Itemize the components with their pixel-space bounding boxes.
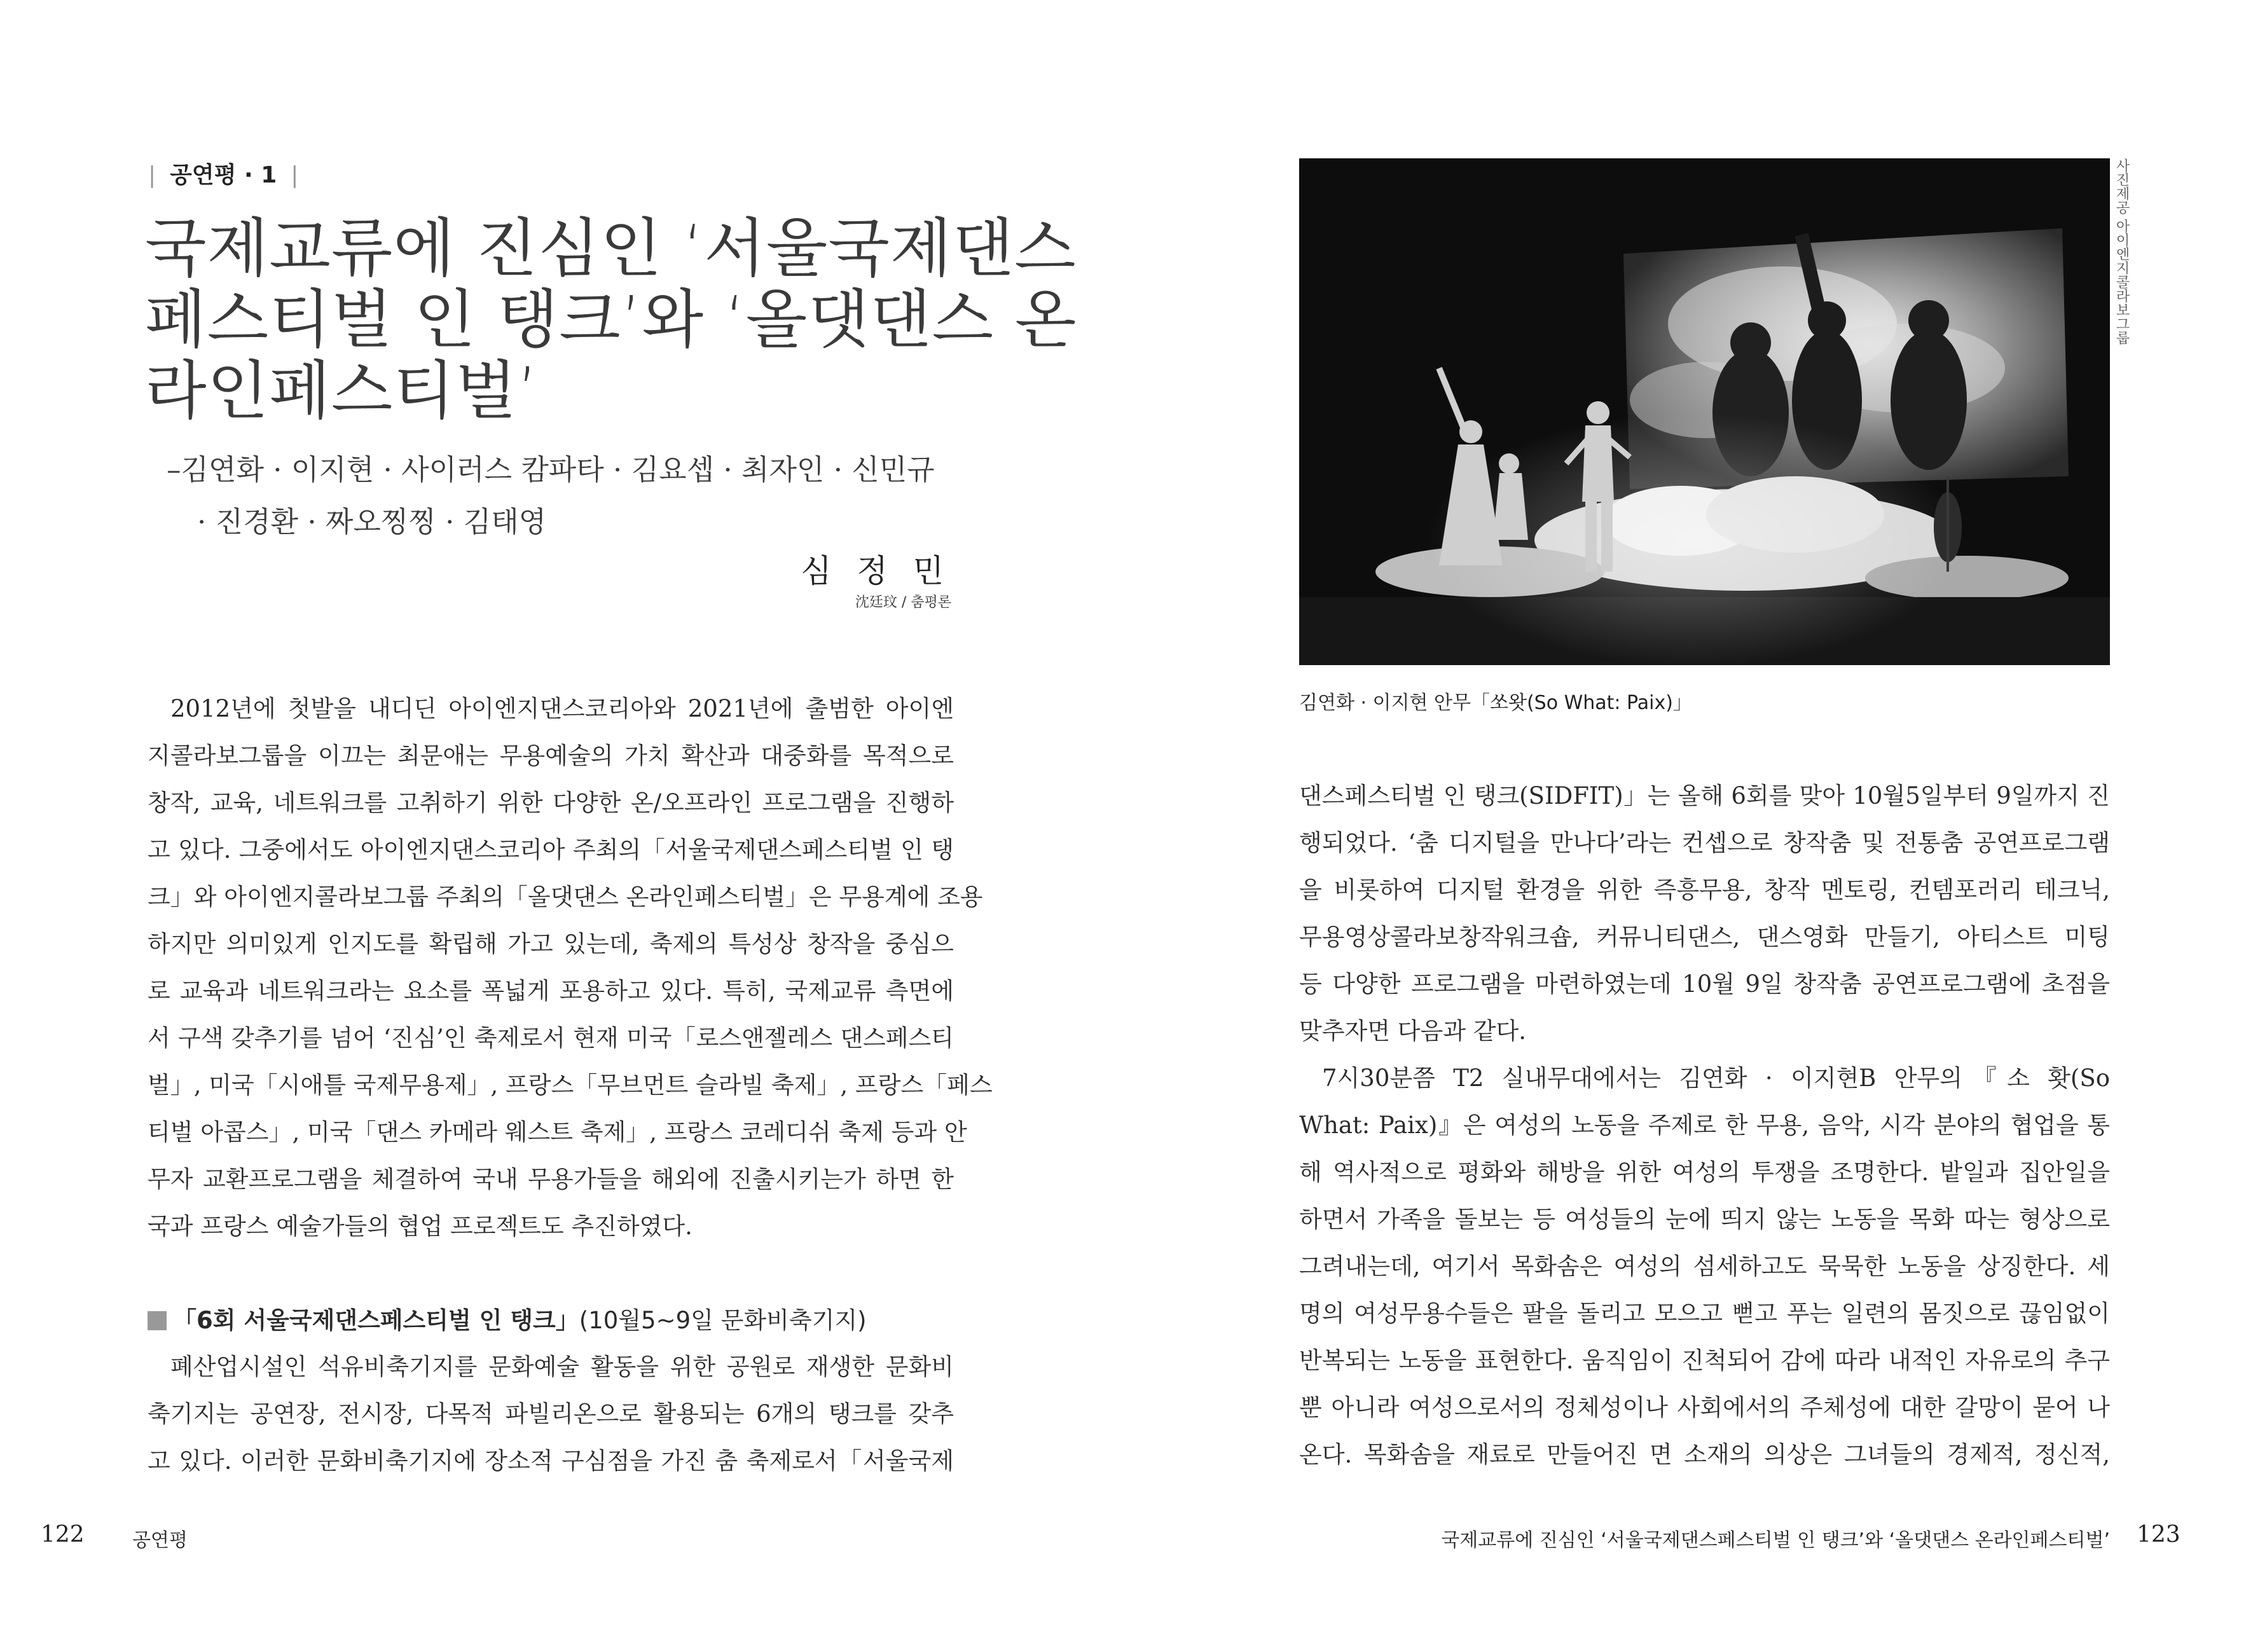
body-line: 뿐 아니라 여성으로서의 정체성이나 사회에서의 주체성에 대한 갈망이 묻어 나 [1299, 1394, 2110, 1421]
article-subtitle [167, 444, 935, 548]
divider-bar: | [148, 162, 156, 188]
section-heading [148, 1305, 867, 1336]
body-line: 로 교육과 네트워크라는 요소를 폭넓게 포용하고 있다. 특히, 국제교류 측면에 [148, 977, 954, 1005]
author-name: 심 정 민 [801, 553, 951, 589]
photo-credit: 사진제공 아이엔지콜라보그룹 [2114, 158, 2130, 345]
body-line: 서 구색 갖추기를 넘어 ‘진심’인 축제로서 현재 미국「로스앤젤레스 댄스페스티 [148, 1024, 954, 1052]
body-line: 댄스페스티벌 인 탱크(SIDFIT)」는 올해 6회를 맞아 10월5일부터 9일까지 진 [1299, 782, 2110, 809]
body-line: 무용영상콜라보창작워크숍, 커뮤니티댄스, 댄스영화 만들기, 아티스트 미팅 [1299, 923, 2110, 951]
left-body-text [148, 685, 993, 1250]
body-line: 을 비롯하여 디지털 환경을 위한 즉흥무용, 창작 멘토링, 컨템포러리 테크닉, [1299, 876, 2110, 904]
author-affiliation: 沈廷玟 / 춤평론 [855, 595, 951, 610]
body-line: 7시30분쯤 T2 실내무대에서는 김연화 · 이지현B 안무의『소 홧(So [1322, 1064, 2110, 1092]
section-heading-detail: (10월5~9일 문화비축기지) [579, 1307, 867, 1334]
body-line: What: Paix)』은 여성의 노동을 주제로 한 무용, 음악, 시각 분야의 협업을 통 [1299, 1112, 2110, 1139]
section-label [148, 157, 312, 189]
square-bullet-icon [148, 1311, 167, 1330]
body-line: 그려내는데, 여기서 목화솜은 여성의 섬세하고도 묵묵한 노동을 상징한다. 세 [1299, 1253, 2110, 1280]
subtitle-line: –김연화 · 이지현 · 사이러스 캄파타 · 김요셉 · 최자인 · 신민규 [167, 453, 935, 486]
section-heading-title: 「6회 서울국제댄스페스티벌 인 탱크」 [173, 1307, 579, 1334]
title-line: 페스티벌 인 탱크’와 ‘올댓댄스 온 [145, 282, 1077, 357]
body-line: 축기지는 공연장, 전시장, 다목적 파빌리온으로 활용되는 6개의 탱크를 갖추 [148, 1400, 954, 1428]
subtitle-line: · 진경환 · 짜오찡찡 · 김태영 [197, 505, 547, 539]
body-line: 반복되는 노동을 표현한다. 움직임이 진척되어 감에 따라 내적인 자유로의 추구 [1299, 1347, 2110, 1374]
body-line: 고 있다. 이러한 문화비축기지에 장소적 구심점을 가진 춤 축제로서「서울국제 [148, 1447, 954, 1475]
body-line: 맞추자면 다음과 같다. [1299, 1017, 1526, 1045]
body-line: 고 있다. 그중에서도 아이엔지댄스코리아 주최의「서울국제댄스페스티벌 인 탱 [148, 836, 954, 864]
body-line: 하지만 의미있게 인지도를 확립해 가고 있는데, 축제의 특성상 창작을 중심으 [148, 930, 954, 958]
photo-illustration [1299, 158, 2110, 665]
body-line: 하면서 가족을 돌보는 등 여성들의 눈에 띄지 않는 노동을 목화 따는 형상으로 [1299, 1206, 2110, 1233]
body-line: 국과 프랑스 예술가들의 협업 프로젝트도 추진하였다. [148, 1213, 692, 1240]
body-line: 크」와 아이엔지콜라보그룹 주최의「올댓댄스 온라인페스티벌」은 무용계에 조용 [148, 883, 983, 911]
body-line: 무자 교환프로그램을 체결하여 국내 무용가들을 해외에 진출시키는가 하면 한 [148, 1166, 954, 1193]
body-line: 지콜라보그룹을 이끄는 최문애는 무용예술의 가치 확산과 대중화를 목적으로 [148, 742, 954, 769]
performance-photo [1299, 158, 2110, 665]
title-line: 국제교류에 진심인 ‘서울국제댄스 [145, 211, 1077, 286]
body-line: 등 다양한 프로그램을 마련하였는데 10월 9일 창작춤 공연프로그램에 초점을 [1299, 970, 2110, 998]
body-line: 티벌 아콥스」, 미국「댄스 카메라 웨스트 축제」, 프랑스 코레디쉬 축제 등과 안 [148, 1119, 967, 1146]
title-line: 라인페스티벌’ [145, 354, 539, 428]
section-label-text: 공연평 · 1 [170, 162, 277, 188]
body-line: 온다. 목화솜을 재료로 만들어진 면 소재의 의상은 그녀들의 경제적, 정신적, [1299, 1441, 2110, 1468]
photo-caption: 김연화 · 이지현 안무「쏘왓(So What: Paix)」 [1299, 692, 1692, 714]
left-body-text-2 [148, 1344, 954, 1485]
body-line: 폐산업시설인 석유비축기지를 문화예술 활동을 위한 공원로 재생한 문화비 [170, 1353, 954, 1380]
footer-article-title: 국제교류에 진심인 ‘서울국제댄스페스티벌 인 탱크’와 ‘올댓댄스 온라인페스티벌’ [1441, 1529, 2110, 1552]
body-line: 벌」, 미국「시애틀 국제무용제」, 프랑스「무브먼트 슬라빌 축제」, 프랑스「페스 [148, 1071, 993, 1099]
body-line: 해 역사적으로 평화와 해방을 위한 여성의 투쟁을 조명한다. 밭일과 집안일을 [1299, 1159, 2110, 1186]
body-line: 창작, 교육, 네트워크를 고취하기 위한 다양한 온/오프라인 프로그램을 진행하 [148, 789, 954, 816]
article-title [145, 211, 1077, 428]
right-body-text [1299, 773, 2110, 1478]
body-line: 명의 여성무용수들은 팔을 돌리고 모으고 뻗고 푸는 일련의 몸짓으로 끊임없이 [1299, 1300, 2110, 1327]
body-line: 행되었다. ‘춤 디지털을 만나다’라는 컨셉으로 창작춤 및 전통춤 공연프로그램 [1299, 829, 2110, 857]
divider-bar: | [291, 162, 299, 188]
page-number-right: 123 [2137, 1522, 2181, 1548]
body-line: 2012년에 첫발을 내디딘 아이엔지댄스코리아와 2021년에 출범한 아이엔 [170, 695, 954, 722]
footer-section-name: 공연평 [132, 1529, 188, 1552]
page-number-left: 122 [41, 1522, 85, 1548]
